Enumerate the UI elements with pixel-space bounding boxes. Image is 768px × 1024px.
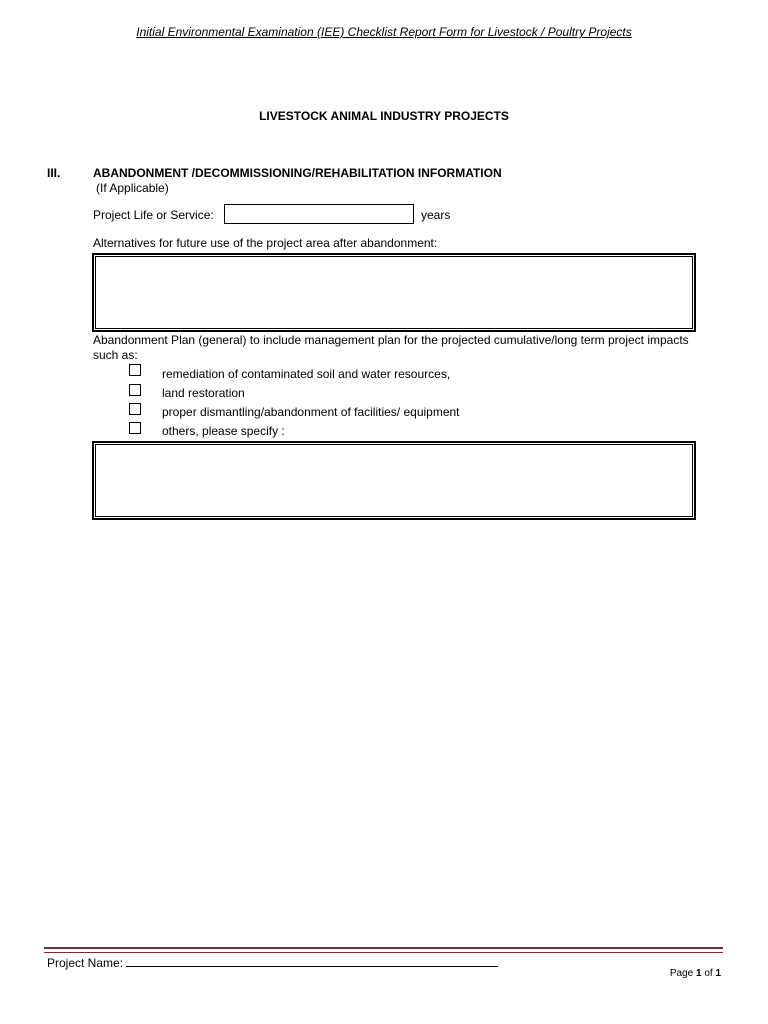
project-name-blank-line[interactable] — [126, 955, 498, 967]
section-number: III. — [47, 166, 61, 180]
alternatives-label: Alternatives for future use of the project area after abandonment: — [93, 236, 438, 250]
section-title: ABANDONMENT /DECOMMISSIONING/REHABILITATION INFORMATION — [93, 166, 502, 180]
checkbox-remediation[interactable] — [129, 364, 141, 376]
project-life-unit: years — [421, 208, 451, 222]
page-total: 1 — [715, 968, 721, 979]
project-life-label: Project Life or Service: — [93, 208, 214, 222]
page-number — [670, 968, 721, 979]
form-header-title: Initial Environmental Examination (IEE) Checklist Report Form for Livestock / Poultry Projects — [136, 25, 632, 39]
others-specify-textbox[interactable] — [92, 441, 696, 520]
page-title: LIVESTOCK ANIMAL INDUSTRY PROJECTS — [259, 109, 509, 123]
page-current: 1 — [695, 968, 702, 979]
abandonment-plan-text: Abandonment Plan (general) to include management plan for the projected cumulative/long term project impacts such as: — [93, 333, 689, 362]
page-of: of — [704, 968, 713, 979]
checkbox-label-dismantling: proper dismantling/abandonment of facilities/ equipment — [162, 405, 460, 419]
checkbox-label-land-restoration: land restoration — [162, 386, 245, 400]
footer-rule — [44, 947, 723, 953]
project-name-field[interactable] — [47, 955, 498, 970]
checkbox-label-remediation: remediation of contaminated soil and water resources, — [162, 367, 451, 381]
section-note: (If Applicable) — [96, 181, 169, 195]
checkbox-land-restoration[interactable] — [129, 384, 141, 396]
project-life-input[interactable] — [224, 204, 414, 224]
alternatives-textbox[interactable] — [92, 253, 696, 332]
checkbox-others[interactable] — [129, 422, 141, 434]
checkbox-label-others: others, please specify : — [162, 424, 285, 438]
project-name-label: Project Name: — [47, 956, 124, 970]
page-prefix: Page — [669, 968, 694, 979]
checkbox-dismantling[interactable] — [129, 403, 141, 415]
